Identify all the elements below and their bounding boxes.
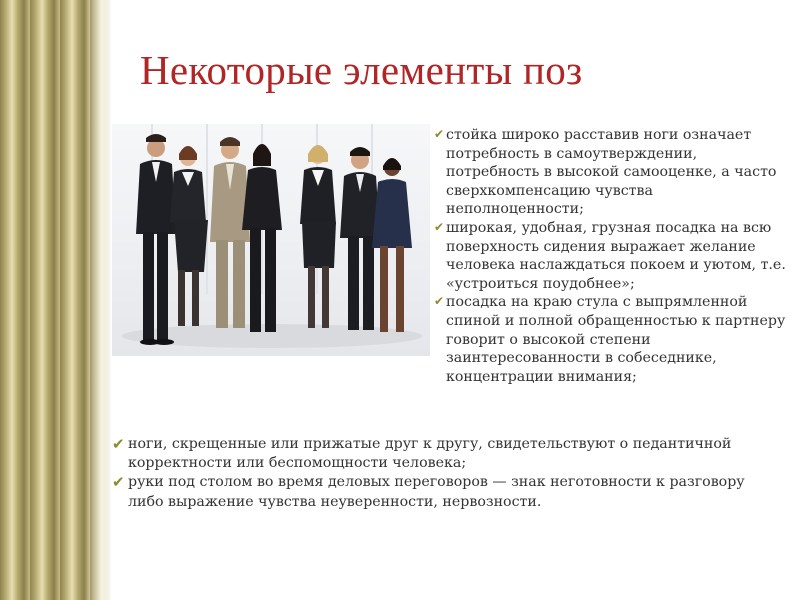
checkmark-icon: ✔: [434, 219, 445, 234]
checkmark-icon: ✔: [434, 294, 445, 309]
list-item-text: руки под столом во время деловых переговоров — знак неготовности к разговору либо выражение чувства неуверенности, нервозности.: [128, 474, 745, 510]
bottom-bullet-list: [112, 435, 762, 512]
decorative-gold-band: [0, 0, 112, 600]
checkmark-icon: ✔: [112, 435, 125, 453]
list-item-text: стойка широко расставив ноги означает потребность в самоутверждении, потребность в высокой самооценке, а часто сверхкомпенсацию чувства неполноценности;: [446, 127, 777, 218]
list-item: [112, 435, 762, 473]
right-bullet-list: [434, 126, 790, 386]
checkmark-icon: ✔: [112, 473, 125, 492]
business-people-photo: [112, 124, 430, 356]
checkmark-icon: ✔: [434, 127, 445, 141]
list-item: [434, 293, 790, 386]
list-item: [434, 126, 790, 219]
list-item-text: посадка на краю стула с выпрямленной спиной и полной обращенностью к партнеру говорит о высокой степени заинтересованности в собеседнике, концентрации внимания;: [446, 294, 786, 385]
list-item-text: широкая, удобная, грузная посадка на всю поверхность сидения выражает желание человека наслаждаться покоем и уютом, т.е. «устроиться поудобнее»;: [446, 219, 786, 292]
slide-title: Некоторые элементы поз: [140, 47, 583, 93]
list-item: [434, 219, 790, 293]
list-item-text: ноги, скрещенные или прижатые друг к другу, свидетельствуют о педантичной корректности или беспомощности человека;: [128, 436, 732, 472]
list-item: [112, 473, 762, 511]
